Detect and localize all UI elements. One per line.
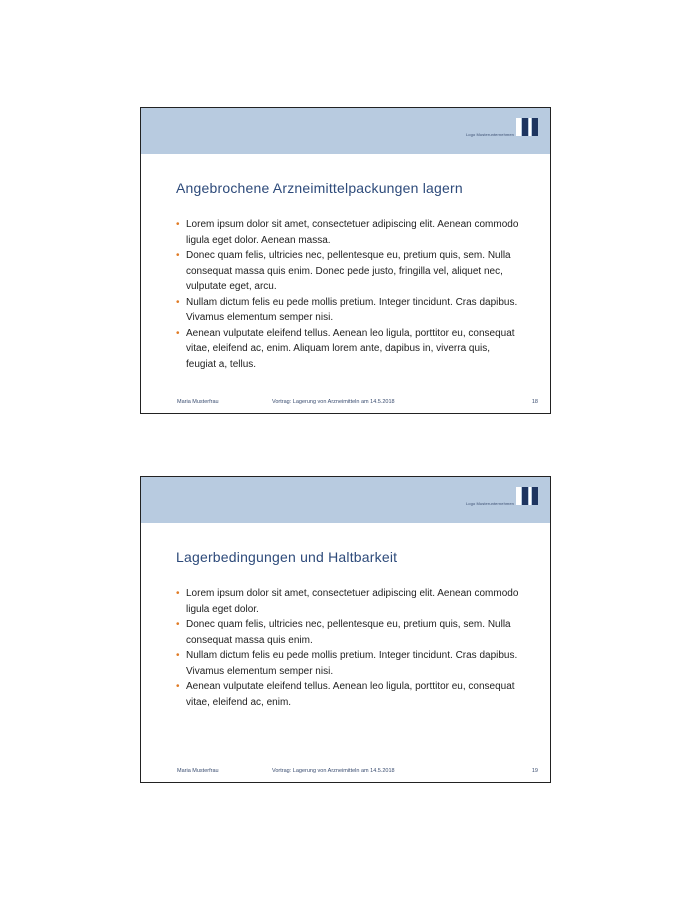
bullet-item: • Aenean vulputate eleifend tellus. Aenean leo ligula, porttitor eu, consequat vitae, eleifend ac, enim. Aliquam lorem ante, dapibus in, viverra quis, feugiat a, tellus.: [176, 327, 515, 370]
bullet-item: • Nullam dictum felis eu pede mollis pretium. Integer tincidunt. Cras dapibus. Vivamus elementum semper nisi.: [176, 296, 518, 323]
slide-18: [140, 107, 551, 414]
footer-author: Maria Musterfrau: [177, 768, 219, 774]
bullet-dot-icon: •: [176, 219, 180, 230]
slide-19: [140, 476, 551, 783]
bullet-item: • Lorem ipsum dolor sit amet, consectetuer adipiscing elit. Aenean commodo ligula eget dolor.: [176, 588, 519, 615]
bullet-item: • Lorem ipsum dolor sit amet, consectetuer adipiscing elit. Aenean commodo ligula eget dolor. Aenean massa.: [176, 219, 519, 246]
bullet-item: • Nullam dictum felis eu pede mollis pretium. Integer tincidunt. Cras dapibus. Vivamus elementum semper nisi.: [176, 650, 518, 677]
slide-title: Lagerbedingungen und Haltbarkeit: [176, 549, 398, 565]
bullet-list: [176, 586, 521, 710]
bullet-dot-icon: •: [176, 619, 180, 630]
bullet-dot-icon: •: [176, 650, 180, 661]
footer-talk-title: Vortrag: Lagerung von Arzneimitteln am 14.5.2018: [272, 399, 395, 405]
logo-mark-icon: [516, 487, 538, 505]
bullet-list: [176, 217, 521, 372]
bullet-dot-icon: •: [176, 327, 180, 339]
footer-talk-title: Vortrag: Lagerung von Arzneimitteln am 14.5.2018: [272, 768, 395, 774]
bullet-dot-icon: •: [176, 681, 180, 692]
slide-title: Angebrochene Arzneimittelpackungen lagern: [176, 180, 463, 196]
bullet-item: • Aenean vulputate eleifend tellus. Aenean leo ligula, porttitor eu, consequat vitae, eleifend ac, enim.: [176, 681, 515, 708]
bullet-dot-icon: •: [176, 588, 180, 599]
slide-header-band: [141, 108, 550, 154]
bullet-dot-icon: •: [176, 250, 180, 261]
logo-text: Logo Musterunternehmen: [465, 501, 514, 506]
bullet-dot-icon: •: [176, 296, 180, 308]
footer-page-number: 19: [531, 768, 538, 774]
footer-author: Maria Musterfrau: [177, 399, 219, 405]
bullet-item: • Donec quam felis, ultricies nec, pellentesque eu, pretium quis, sem. Nulla consequat massa quis enim. Donec pede justo, fringilla vel, aliquet nec, vulputate eget, arcu.: [176, 250, 511, 292]
footer-page-number: 18: [531, 399, 538, 405]
slide-header-band: [141, 477, 550, 523]
bullet-item: • Donec quam felis, ultricies nec, pellentesque eu, pretium quis, sem. Nulla consequat massa quis enim.: [176, 619, 511, 646]
logo-mark-icon: [516, 118, 538, 136]
logo-text: Logo Musterunternehmen: [465, 132, 514, 137]
